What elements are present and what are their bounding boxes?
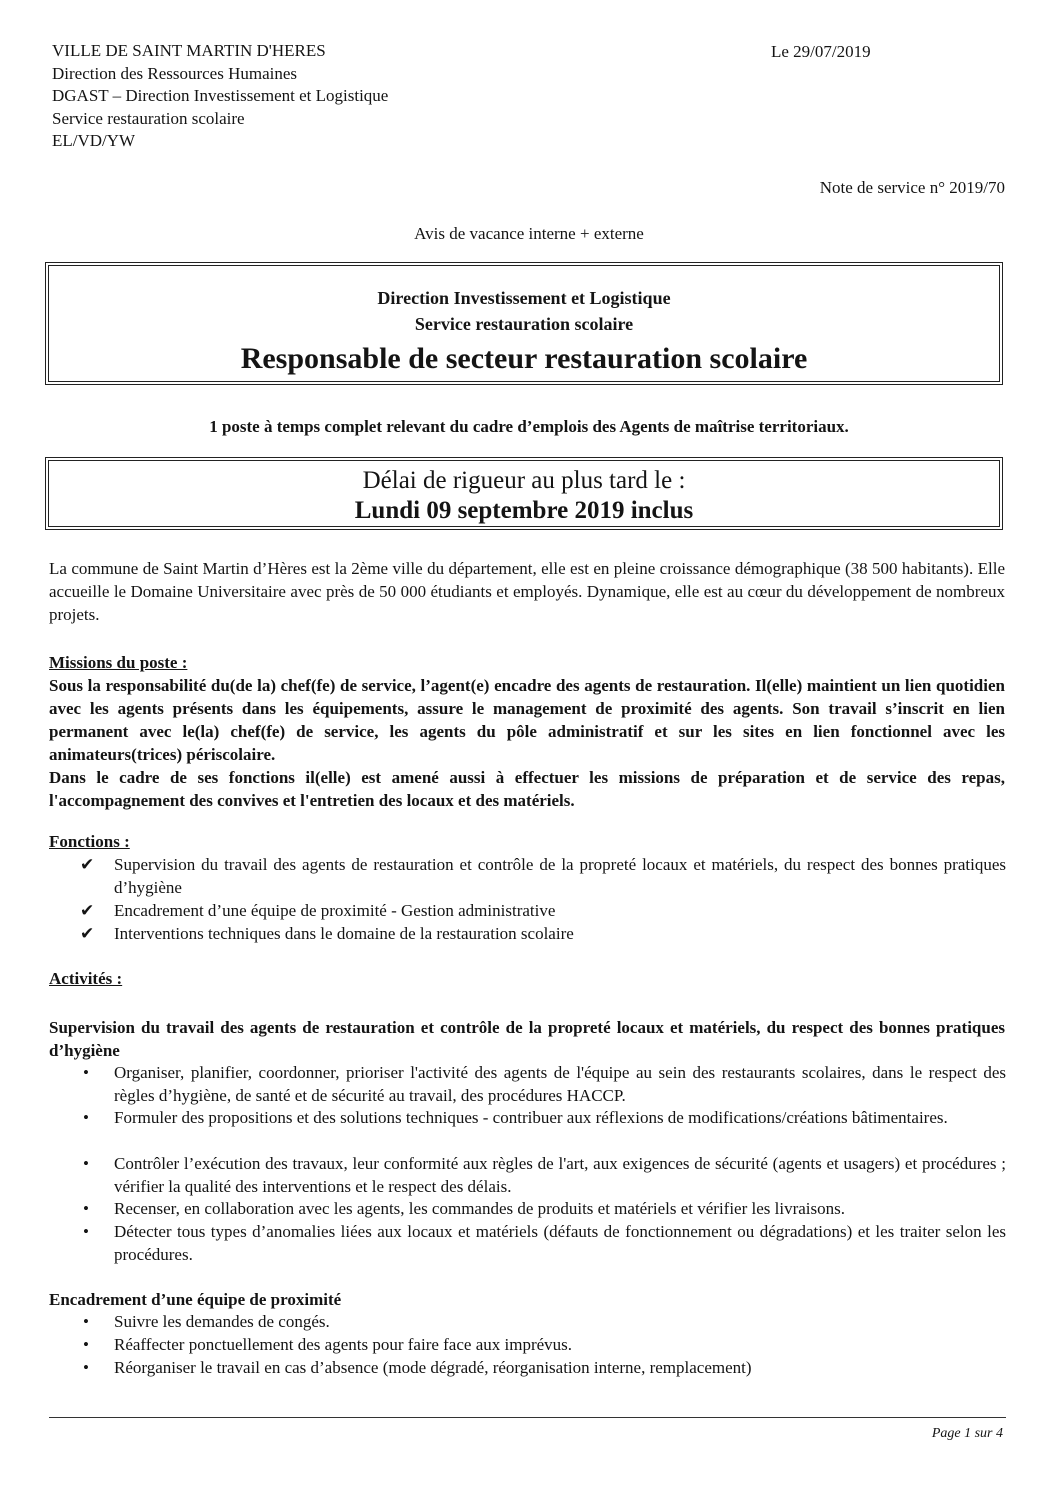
- deadline-label: Délai de rigueur au plus tard le :: [362, 467, 686, 494]
- letterhead-line: DGAST – Direction Investissement et Logistique: [52, 86, 389, 105]
- checkmark-icon: ✔: [80, 924, 95, 943]
- position-description: 1 poste à temps complet relevant du cadre d’emplois des Agents de maîtrise territoriaux.: [209, 417, 849, 436]
- bullet-icon: •: [83, 1199, 89, 1218]
- missions-paragraph: Dans le cadre de ses fonctions il(elle) est amené aussi à effectuer les missions de préparation et de service des repas, l'accompagnement des convives et l'entretien des locaux et des matériels.: [49, 768, 1005, 810]
- bullet-icon: •: [83, 1222, 89, 1241]
- letterhead: [52, 40, 388, 153]
- bullet-icon: •: [83, 1154, 89, 1173]
- note-number: Note de service n° 2019/70: [819, 178, 1005, 197]
- list-item-text: Interventions techniques dans le domaine de la restauration scolaire: [114, 924, 574, 943]
- activity-section-title: Supervision du travail des agents de restauration et contrôle de la propreté locaux et matériels, du respect des bonnes pratiques d’hygiène: [49, 1018, 1005, 1060]
- list-item-text: Encadrement d’une équipe de proximité - Gestion administrative: [114, 901, 556, 920]
- list-item-text: Supervision du travail des agents de restauration et contrôle de la propreté locaux et matériels, du respect des bonnes pratiques d’hygiène: [114, 855, 1006, 897]
- list-item-text: Contrôler l’exécution des travaux, leur conformité aux règles de l'art, aux exigences de sécurité (agents et usagers) et procédures ; vérifier la qualité des interventions et le respect des délais.: [114, 1154, 1006, 1196]
- list-item-text: Détecter tous types d’anomalies liées aux locaux et matériels (défauts de fonctionnement ou dégradations) et les traiter selon les procédures.: [114, 1222, 1006, 1264]
- document-date: Le 29/07/2019: [771, 42, 871, 61]
- intro-paragraph: La commune de Saint Martin d’Hères est la 2ème ville du département, elle est en pleine croissance démographique (38 500 habitants). Elle accueille le Domaine Universitaire avec près de 50 000 étudiants et employés. Dynamique, elle est au cœur du développement de nombreux projets.: [49, 559, 1005, 624]
- list-item-text: Formuler des propositions et des solutions techniques - contribuer aux réflexions de modifications/créations bâtimentaires.: [114, 1108, 948, 1127]
- list-item-text: Suivre les demandes de congés.: [114, 1312, 330, 1331]
- fonctions-heading: Fonctions :: [49, 832, 130, 851]
- activity-section-title: Encadrement d’une équipe de proximité: [49, 1290, 342, 1309]
- title-box: [45, 262, 1003, 385]
- activites-heading: Activités :: [49, 969, 123, 988]
- vacancy-notice: Avis de vacance interne + externe: [414, 224, 644, 243]
- checkmark-icon: ✔: [80, 901, 95, 920]
- list-item-text: Recenser, en collaboration avec les agents, les commandes de produits et matériels et vérifier les livraisons.: [114, 1199, 846, 1218]
- list-item-text: Organiser, planifier, coordonner, prioriser l'activité des agents de l'équipe au sein des restaurants scolaires, dans le respect des règles d’hygiène, de santé et de sécurité au travail, des procédures HACCP.: [114, 1063, 1006, 1105]
- title-direction: Direction Investissement et Logistique: [377, 288, 671, 308]
- title-service: Service restauration scolaire: [414, 314, 634, 334]
- list-item-text: Réaffecter ponctuellement des agents pour faire face aux imprévus.: [114, 1335, 573, 1354]
- bullet-icon: •: [83, 1063, 89, 1082]
- letterhead-line: Service restauration scolaire: [52, 108, 245, 128]
- letterhead-line: EL/VD/YW: [52, 131, 136, 150]
- bullet-icon: •: [83, 1335, 89, 1354]
- missions-paragraph: Sous la responsabilité du(de la) chef(fe) de service, l’agent(e) encadre des agents de restauration. Il(elle) maintient un lien quotidien avec les agents présents dans les équipements, assure le management de proximité des agents. Son travail s’inscrit en lien permanent avec le(la) chef(fe) de service, les agents du pôle administratif et sur les sites en lien fonctionnel avec les animateurs(trices) périscolaire.: [49, 676, 1005, 764]
- missions-body: [49, 674, 1005, 812]
- footer-divider: [49, 1417, 1006, 1418]
- job-title: Responsable de secteur restauration scolaire: [240, 342, 808, 375]
- deadline-box: [45, 457, 1003, 530]
- letterhead-line: VILLE DE SAINT MARTIN D'HERES: [52, 41, 326, 60]
- bullet-icon: •: [83, 1358, 89, 1377]
- bullet-icon: •: [83, 1108, 89, 1127]
- letterhead-line: Direction des Ressources Humaines: [52, 63, 298, 83]
- deadline-date: Lundi 09 septembre 2019 inclus: [354, 497, 694, 524]
- list-item-text: Réorganiser le travail en cas d’absence (mode dégradé, réorganisation interne, remplacement): [114, 1358, 752, 1377]
- page-number: Page 1 sur 4: [931, 1426, 1003, 1441]
- bullet-icon: •: [83, 1312, 89, 1331]
- checkmark-icon: ✔: [80, 855, 95, 874]
- missions-heading: Missions du poste :: [49, 653, 188, 672]
